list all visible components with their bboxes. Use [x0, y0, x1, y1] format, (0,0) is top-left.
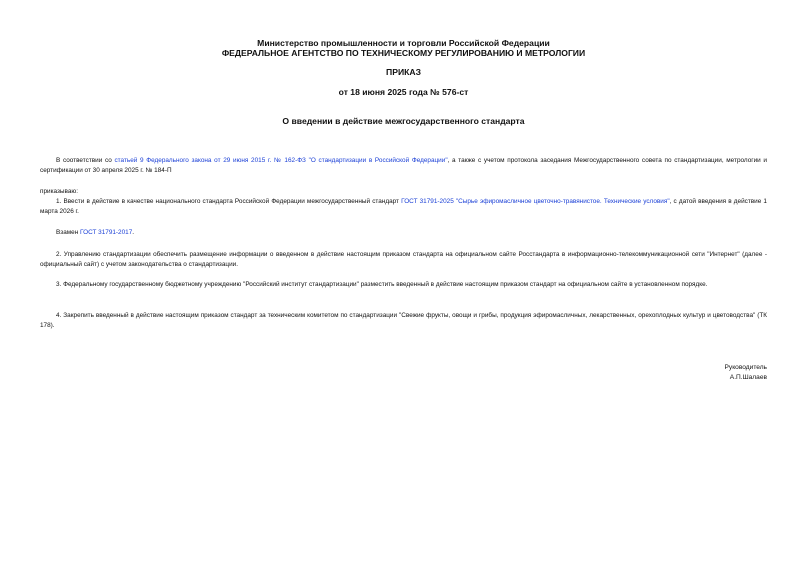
preamble-prefix: В соответствии со — [56, 157, 115, 164]
federal-law-link[interactable]: статьей 9 Федерального закона от 29 июня 2015 г. № 162-ФЗ "О стандартизации в Российской Федерации" — [114, 157, 448, 164]
item-4-paragraph: 4. Закрепить введенный в действие настоящим приказом стандарт за техническим комитетом по стандартизации "Свежие фрукты, овощи и грибы, продукция эфиромасличных, лекарственных, орехоплодных культур и цветоводства" (ТК 178). — [40, 312, 767, 329]
page-title: О введении в действие межгосударственного стандарта — [282, 116, 525, 126]
ministry-heading: Министерство промышленности и торговли Российской Федерации — [257, 38, 550, 48]
item-1-prefix: 1. Ввести в действие в качестве национального стандарта Российской Федерации межгосударственный стандарт — [56, 198, 402, 205]
date-number-heading: от 18 июня 2025 года № 576-ст — [338, 87, 469, 97]
item-1-paragraph — [40, 197, 767, 217]
item-2-paragraph: 2. Управлению стандартизации обеспечить размещение информации о введенном в действие настоящим приказом стандарта на официальном сайте Росстандарта в информационно-телекоммуникационной сети "Интернет" (далее - официальный сайт) с учетом законодательства о стандартизации. — [40, 251, 767, 268]
item-3-paragraph: 3. Федеральному государственному бюджетному учреждению "Российский институт стандартизации" разместить введенный в действие настоящим приказом стандарт на официальном сайте в установленном порядке. — [56, 281, 708, 288]
order-word: приказываю: — [40, 188, 78, 195]
replace-suffix: . — [132, 229, 135, 236]
agency-heading: ФЕДЕРАЛЬНОЕ АГЕНТСТВО ПО ТЕХНИЧЕСКОМУ РЕГУЛИРОВАНИЮ И МЕТРОЛОГИИ — [221, 48, 586, 58]
signature-position: Руководитель — [724, 364, 767, 371]
signature-name: А.П.Шалаев — [729, 374, 767, 381]
replace-prefix: Взамен — [56, 229, 80, 236]
gost-2017-link[interactable]: ГОСТ 31791-2017 — [80, 229, 133, 236]
doc-type-heading: ПРИКАЗ — [386, 67, 421, 77]
item-1-suffix: , с датой введения в действие 1 марта 2026 г. — [40, 198, 767, 215]
gost-2025-link[interactable]: ГОСТ 31791-2025 "Сырье эфиромасличное цветочно-травянистое. Технические условия" — [401, 198, 670, 205]
preamble-paragraph — [40, 156, 767, 176]
replace-paragraph — [40, 228, 767, 238]
preamble-suffix: , а также с учетом протокола заседания Межгосударственного совета по стандартизации, метрологии и сертификации от 30 апреля 2025 г. № 184-П — [40, 157, 767, 174]
